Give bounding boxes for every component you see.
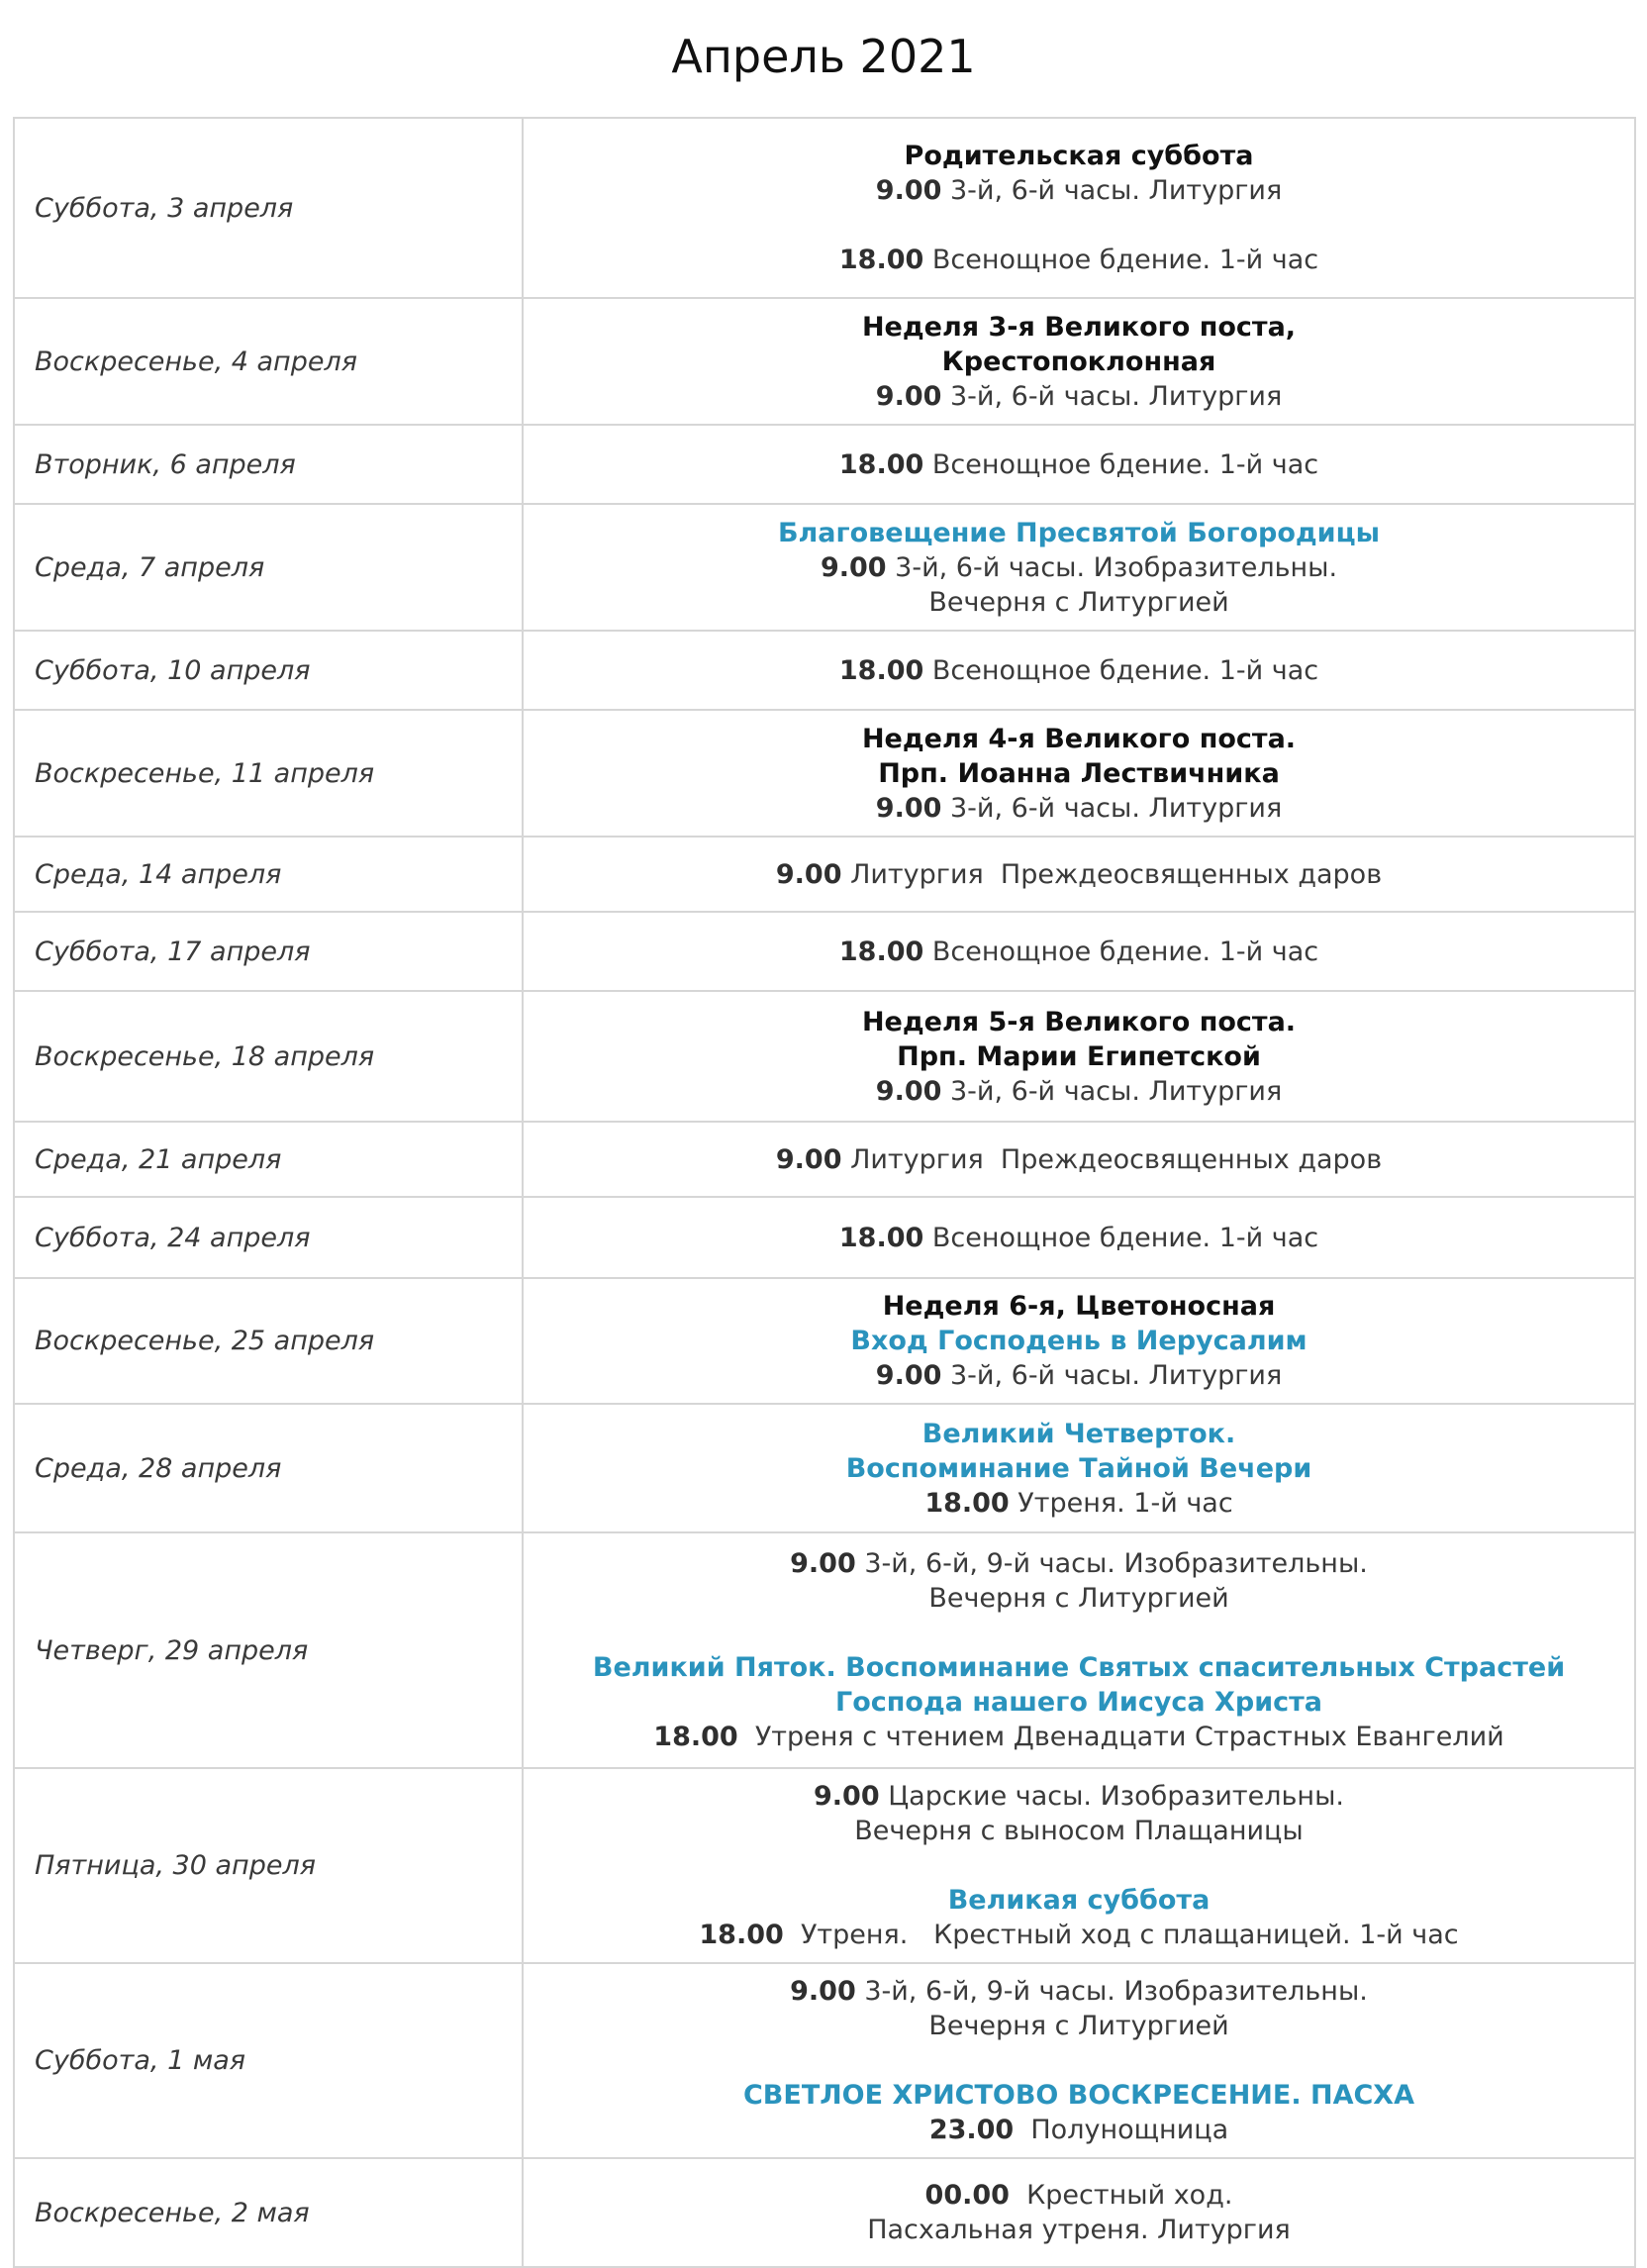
spacer (537, 1848, 1620, 1883)
service-time: 9.00 (820, 551, 887, 583)
service-line (537, 857, 1620, 892)
feast-title: Родительская суббота (904, 141, 1254, 171)
schedule-services (523, 1768, 1635, 1963)
schedule-date: Воскресенье, 2 мая (14, 2158, 523, 2267)
schedule-row (14, 1122, 1635, 1197)
service-time: 9.00 (775, 1143, 842, 1175)
service-description: Всенощное бдение. 1-й час (923, 448, 1319, 480)
feast-highlight: Воспоминание Тайной Вечери (845, 1452, 1312, 1484)
service-line (537, 1974, 1620, 2009)
page-title: Апрель 2021 (671, 30, 976, 83)
feast-title: Прп. Марии Египетской (897, 1040, 1261, 1072)
schedule-date: Суббота, 1 мая (14, 1963, 523, 2158)
service-line (537, 2113, 1620, 2147)
service-description: Всенощное бдение. 1-й час (923, 245, 1319, 275)
schedule-services (523, 1197, 1635, 1278)
schedule-date: Четверг, 29 апреля (14, 1532, 523, 1768)
service-description: 3-й, 6-й часы. Литургия (941, 1075, 1283, 1107)
schedule-row (14, 1963, 1635, 2158)
feast-highlight: СВЕТЛОЕ ХРИСТОВО ВОСКРЕСЕНИЕ. ПАСХА (742, 2080, 1415, 2111)
schedule-row (14, 912, 1635, 991)
service-time: 18.00 (838, 1222, 924, 1253)
service-description: 3-й, 6-й, 9-й часы. Изобразительны. (855, 1548, 1368, 1579)
schedule-row (14, 631, 1635, 710)
service-time: 9.00 (875, 380, 942, 412)
schedule-row (14, 1404, 1635, 1532)
service-description: Утреня. Крестный ход с плащаницей. 1-й час (783, 1920, 1459, 1950)
service-description: Литургия Преждеосвященных даров (841, 858, 1383, 890)
feast-title: Крестопоклонная (941, 345, 1216, 377)
schedule-services (523, 631, 1635, 710)
schedule-date: Суббота, 10 апреля (14, 631, 523, 710)
service-time: 9.00 (790, 1548, 856, 1579)
schedule-date: Пятница, 30 апреля (14, 1768, 523, 1963)
feast-highlight: Господа нашего Иисуса Христа (835, 1687, 1322, 1718)
service-description: Всенощное бдение. 1-й час (923, 654, 1319, 686)
feast-highlight: Благовещение Пресвятой Богородицы (777, 517, 1381, 548)
service-time: 18.00 (699, 1920, 784, 1950)
feast-highlight: Великая суббота (947, 1885, 1211, 1916)
schedule-date: Вторник, 6 апреля (14, 425, 523, 504)
service-time: 18.00 (838, 245, 924, 275)
schedule-services (523, 425, 1635, 504)
schedule-row (14, 1768, 1635, 1963)
service-description: 3-й, 6-й, 9-й часы. Изобразительны. (855, 1976, 1368, 2007)
service-line (537, 1074, 1620, 1109)
feast-title: Неделя 6-я, Цветоносная (882, 1291, 1276, 1322)
schedule-services (523, 298, 1635, 425)
service-line (537, 1358, 1620, 1393)
schedule-services (523, 1963, 1635, 2158)
service-time: 9.00 (875, 1075, 942, 1107)
schedule-services (523, 991, 1635, 1122)
service-line: Вечерня с выносом Плащаницы (854, 1816, 1304, 1846)
schedule-table (13, 117, 1636, 2268)
service-description: 3-й, 6-й часы. Изобразительны. (886, 551, 1338, 583)
schedule-row (14, 298, 1635, 425)
service-line (537, 935, 1620, 969)
service-line (537, 1546, 1620, 1581)
service-line (537, 1918, 1620, 1952)
feast-highlight: Вход Господень в Иерусалим (850, 1326, 1308, 1356)
service-line (537, 2178, 1620, 2213)
service-time: 18.00 (838, 448, 924, 480)
schedule-services (523, 1532, 1635, 1768)
schedule-row (14, 991, 1635, 1122)
schedule-services (523, 1278, 1635, 1404)
service-line: Вечерня с Литургией (928, 2011, 1229, 2041)
service-time: 9.00 (875, 175, 942, 206)
service-description: Царские часы. Изобразительны. (879, 1781, 1344, 1812)
schedule-date: Суббота, 3 апреля (14, 118, 523, 298)
service-time: 18.00 (838, 654, 924, 686)
schedule-date: Суббота, 17 апреля (14, 912, 523, 991)
spacer (537, 2043, 1620, 2078)
service-description: Всенощное бдение. 1-й час (923, 1222, 1319, 1253)
service-description: Литургия Преждеосвященных даров (841, 1143, 1383, 1175)
service-line (537, 1720, 1620, 1754)
service-line (537, 379, 1620, 414)
service-time: 9.00 (814, 1781, 880, 1812)
service-time: 18.00 (924, 1487, 1010, 1519)
service-description: Утреня с чтением Двенадцати Страстных Евангелий (737, 1722, 1504, 1752)
service-time: 23.00 (928, 2115, 1015, 2145)
spacer (537, 208, 1620, 243)
schedule-date: Среда, 28 апреля (14, 1404, 523, 1532)
schedule-row (14, 1532, 1635, 1768)
service-line: Вечерня с Литургией (928, 586, 1229, 618)
service-time: 18.00 (653, 1722, 738, 1752)
schedule-row (14, 837, 1635, 912)
schedule-date: Среда, 7 апреля (14, 504, 523, 631)
schedule-date: Среда, 14 апреля (14, 837, 523, 912)
schedule-row (14, 504, 1635, 631)
schedule-services (523, 504, 1635, 631)
schedule-date: Воскресенье, 11 апреля (14, 710, 523, 837)
service-time: 9.00 (790, 1976, 856, 2007)
service-line (537, 653, 1620, 688)
feast-highlight: Великий Четверток. (921, 1418, 1236, 1449)
schedule-row (14, 118, 1635, 298)
schedule-row (14, 710, 1635, 837)
service-time: 9.00 (875, 792, 942, 824)
schedule-row (14, 2158, 1635, 2267)
service-description: 3-й, 6-й часы. Литургия (941, 792, 1283, 824)
service-line: Пасхальная утреня. Литургия (867, 2215, 1291, 2245)
service-line (537, 791, 1620, 826)
schedule-services (523, 710, 1635, 837)
service-time: 9.00 (875, 1360, 942, 1391)
service-time: 00.00 (924, 2180, 1010, 2211)
schedule-date: Суббота, 24 апреля (14, 1197, 523, 1278)
feast-title: Неделя 5-я Великого поста. (861, 1006, 1297, 1037)
service-line (537, 1142, 1620, 1177)
feast-title: Неделя 3-я Великого поста, (861, 311, 1297, 343)
service-description: Крестный ход. (1009, 2180, 1233, 2211)
service-line: Вечерня с Литургией (928, 1583, 1229, 1614)
service-description: 3-й, 6-й часы. Литургия (941, 380, 1283, 412)
schedule-row (14, 1278, 1635, 1404)
schedule-row (14, 425, 1635, 504)
schedule-body (14, 118, 1635, 2267)
schedule-services (523, 1122, 1635, 1197)
schedule-date: Воскресенье, 18 апреля (14, 991, 523, 1122)
service-description: Полунощница (1014, 2115, 1229, 2145)
service-time: 18.00 (838, 936, 924, 967)
schedule-services (523, 1404, 1635, 1532)
schedule-date: Воскресенье, 25 апреля (14, 1278, 523, 1404)
service-line (537, 1221, 1620, 1255)
service-description: Всенощное бдение. 1-й час (923, 936, 1319, 967)
schedule-services (523, 118, 1635, 298)
service-time: 9.00 (775, 858, 842, 890)
feast-title: Неделя 4-я Великого поста. (861, 723, 1297, 754)
service-line (537, 1486, 1620, 1521)
schedule-row (14, 1197, 1635, 1278)
service-line (537, 550, 1620, 585)
feast-highlight: Великий Пяток. Воспоминание Святых спасительных Страстей (592, 1652, 1566, 1683)
schedule-date: Среда, 21 апреля (14, 1122, 523, 1197)
schedule-services (523, 837, 1635, 912)
spacer (537, 1616, 1620, 1650)
schedule-date: Воскресенье, 4 апреля (14, 298, 523, 425)
service-description: Утреня. 1-й час (1009, 1487, 1233, 1519)
service-line (537, 243, 1620, 277)
service-line (537, 173, 1620, 208)
schedule-services (523, 2158, 1635, 2267)
service-line (537, 1779, 1620, 1814)
schedule-services (523, 912, 1635, 991)
service-description: 3-й, 6-й часы. Литургия (941, 1360, 1283, 1391)
service-line (537, 447, 1620, 482)
service-description: 3-й, 6-й часы. Литургия (941, 175, 1283, 206)
feast-title: Прп. Иоанна Лествичника (878, 757, 1280, 789)
